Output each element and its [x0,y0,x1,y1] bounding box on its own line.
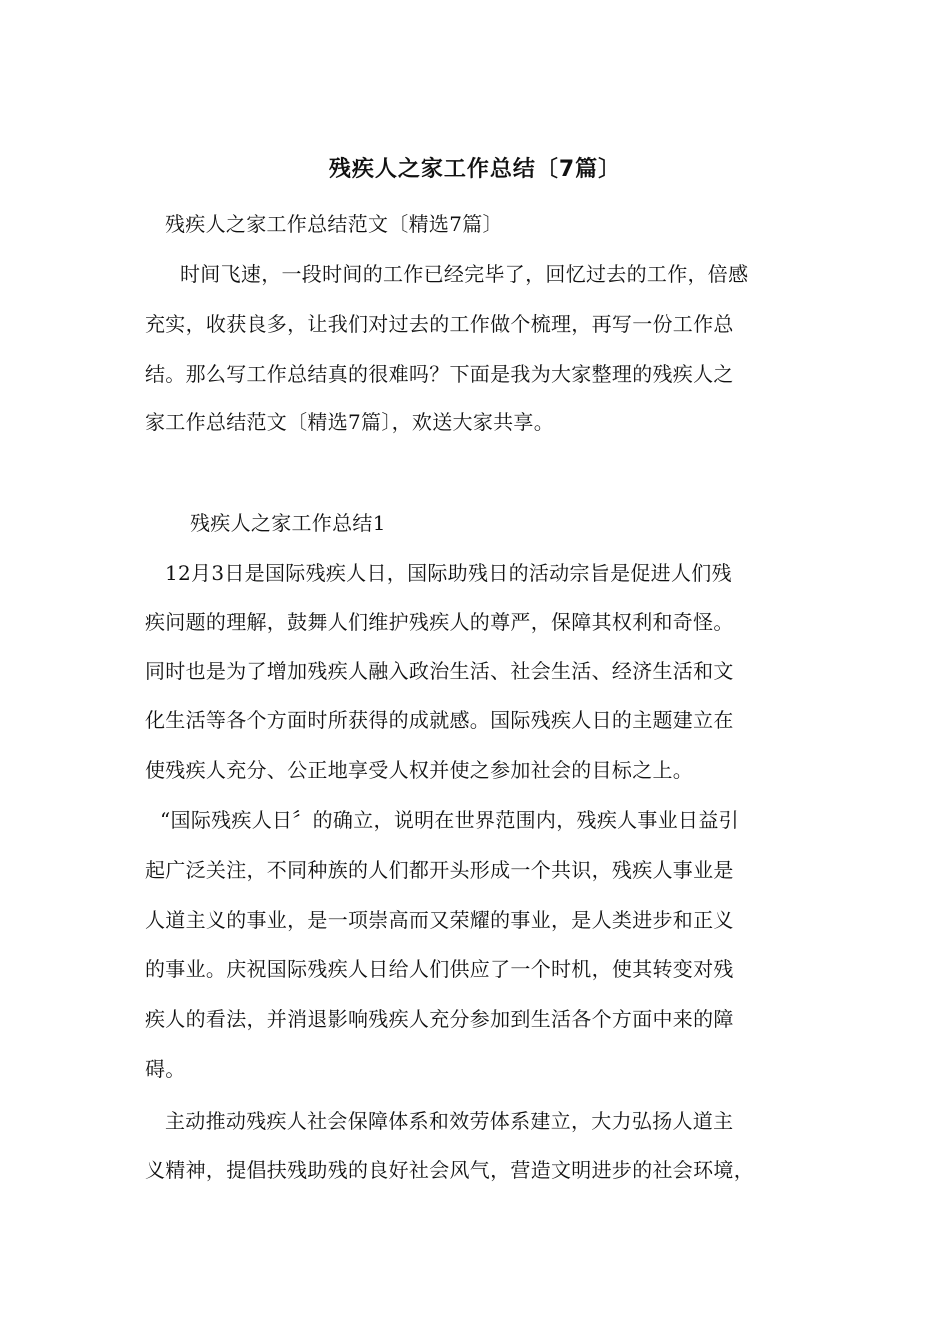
paragraph-line: 疾人的看法，并消退影响残疾人充分参加到生活各个方面中来的障 [145,1007,734,1031]
paragraph-line: 同时也是为了增加残疾人融入政治生活、社会生活、经济生活和文 [145,659,734,683]
intro-line: 家工作总结范文〔精选7篇〕，欢送大家共享。 [145,410,555,434]
paragraph-line: “国际残疾人日〞的确立，说明在世界范围内，残疾人事业日益引 [160,808,739,832]
paragraph-line: 人道主义的事业，是一项崇高而又荣耀的事业，是人类进步和正义 [145,908,734,932]
paragraph-line: 起广泛关注，不同种族的人们都开头形成一个共识，残疾人事业是 [145,858,734,882]
paragraph-line: 使残疾人充分、公正地享受人权并使之参加社会的目标之上。 [145,758,694,782]
intro-line: 结。那么写工作总结真的很难吗？下面是我为大家整理的残疾人之 [145,362,734,386]
paragraph-line: 的事业。庆祝国际残疾人日给人们供应了一个时机，使其转变对残 [145,957,734,981]
section-heading: 残疾人之家工作总结1 [190,511,386,535]
document-title: 残疾人之家工作总结〔7篇〕 [328,157,622,182]
paragraph-line: 主动推动残疾人社会保障体系和效劳体系建立，大力弘扬人道主 [165,1109,734,1133]
intro-line: 时间飞速，一段时间的工作已经完毕了，回忆过去的工作，倍感 [180,262,749,286]
paragraph-line: 疾问题的理解，鼓舞人们维护残疾人的尊严，保障其权利和奇怪。 [145,610,734,634]
paragraph-line: 碍。 [145,1057,186,1081]
paragraph-line: 义精神，提倡扶残助残的良好社会风气，营造文明进步的社会环境， [145,1158,754,1182]
paragraph-line: 化生活等各个方面时所获得的成就感。国际残疾人日的主题建立在 [145,708,734,732]
paragraph-line: 12月3日是国际残疾人日，国际助残日的活动宗旨是促进人们残 [165,561,732,585]
document-subtitle: 残疾人之家工作总结范文〔精选7篇〕 [165,212,503,236]
intro-line: 充实，收获良多，让我们对过去的工作做个梳理，再写一份工作总 [145,312,734,336]
